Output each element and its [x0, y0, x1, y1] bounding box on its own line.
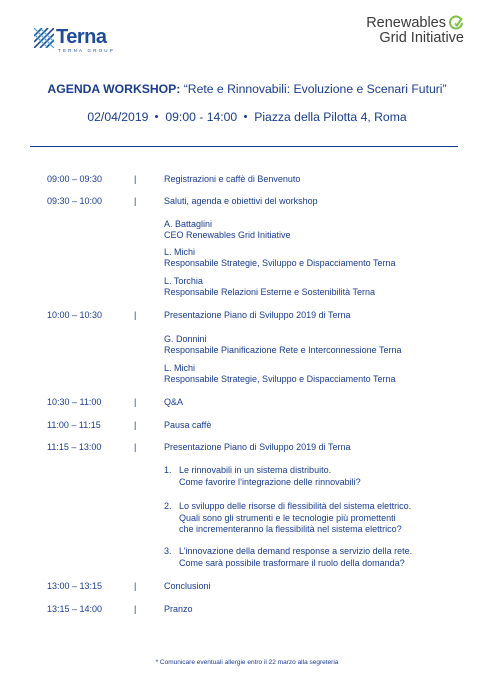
agenda-title: Saluti, agenda e obiettivi del workshop	[164, 196, 318, 206]
speaker-name: L. Michi	[164, 247, 196, 257]
speaker-role: Responsabile Strategie, Sviluppo e Dispacciamento Terna	[164, 374, 396, 384]
agenda-separator: |	[134, 196, 137, 206]
rgi-wordmark-line1: Renewables	[366, 15, 446, 31]
speaker-role: CEO Renewables Grid Initiative	[164, 230, 291, 240]
item-line: Lo sviluppo delle risorse di flessibilità del sistema elettrico.	[179, 501, 412, 511]
agenda-separator: |	[134, 174, 137, 184]
bullet-separator	[155, 115, 158, 118]
bullet-separator	[244, 115, 247, 118]
agenda-title: Pranzo	[164, 604, 193, 614]
terna-wordmark: Terna	[56, 26, 107, 48]
agenda-time: 10:30 – 11:00	[47, 397, 102, 407]
event-details	[0, 110, 494, 124]
event-date: 02/04/2019	[87, 110, 149, 124]
event-venue: Piazza della Pilotta 4, Roma	[254, 110, 407, 124]
terna-group-label: TERNA GROUP	[58, 48, 115, 53]
item-line: Come sarà possibile trasformare il ruolo della domanda?	[179, 557, 405, 568]
item-line: Come favorire l’integrazione delle rinnovabili?	[179, 476, 361, 487]
header-divider	[30, 146, 458, 147]
agenda-time: 10:00 – 10:30	[47, 310, 103, 320]
page-title: AGENDA WORKSHOP: “Rete e Rinnovabili: Evoluzione e Scenari Futuri”	[47, 82, 447, 96]
speaker-role: Responsabile Pianificazione Rete e Interconnessione Terna	[164, 345, 402, 355]
item-number: 3.	[164, 546, 172, 556]
agenda-title: Presentazione Piano di Sviluppo 2019 di Terna	[164, 310, 351, 320]
agenda-separator: |	[134, 581, 137, 591]
item-line: L’innovazione della demand response a servizio della rete.	[179, 546, 413, 556]
agenda-time: 11:00 – 11:15	[47, 420, 101, 430]
rgi-circle-arrow-icon	[448, 15, 464, 31]
footnote: * Comunicare eventuali allergie entro il 22 marzo alla segreteria	[155, 659, 339, 666]
item-line: che incrementeranno la flessibilità nel sistema elettrico?	[179, 524, 402, 534]
item-number: 1.	[164, 465, 172, 475]
agenda-time: 11:15 – 13:00	[47, 442, 102, 452]
agenda-title: Conclusioni	[164, 581, 211, 591]
agenda-time: 09:00 – 09:30	[47, 174, 103, 184]
item-number: 2.	[164, 501, 172, 511]
agenda-separator: |	[134, 604, 137, 614]
terna-mark-icon	[34, 28, 54, 48]
speaker-name: G. Donnini	[164, 334, 207, 344]
agenda-separator: |	[134, 420, 137, 430]
agenda-time: 13:00 – 13:15	[47, 581, 103, 591]
speaker-name: L. Michi	[164, 363, 196, 373]
agenda-time: 13:15 – 14:00	[47, 604, 103, 614]
event-time: 09:00 - 14:00	[165, 110, 238, 124]
agenda-title: Presentazione Piano di Sviluppo 2019 di Terna	[164, 442, 351, 452]
agenda-time: 09:30 – 10:00	[47, 196, 103, 206]
rgi-logo	[324, 15, 464, 47]
rgi-wordmark-line2: Grid Initiative	[379, 30, 464, 46]
speaker-role: Responsabile Strategie, Sviluppo e Dispacciamento Terna	[164, 258, 396, 268]
speaker-name: L. Torchia	[164, 276, 203, 286]
item-line: Quali sono gli strumenti e le tecnologie più promettenti	[179, 512, 396, 523]
speaker-role: Responsabile Relazioni Esterne e Sostenibilità Terna	[164, 287, 375, 297]
speaker-name: A. Battaglini	[164, 219, 213, 229]
agenda-title: Q&A	[164, 397, 184, 407]
terna-logo	[34, 26, 116, 58]
agenda-separator: |	[134, 397, 137, 407]
item-line: Le rinnovabili in un sistema distribuito.	[179, 465, 332, 475]
agenda-title: Registrazioni e caffè di Benvenuto	[164, 174, 301, 184]
agenda-title: Pausa caffè	[164, 420, 212, 430]
agenda-separator: |	[134, 310, 137, 320]
agenda-separator: |	[134, 442, 137, 452]
